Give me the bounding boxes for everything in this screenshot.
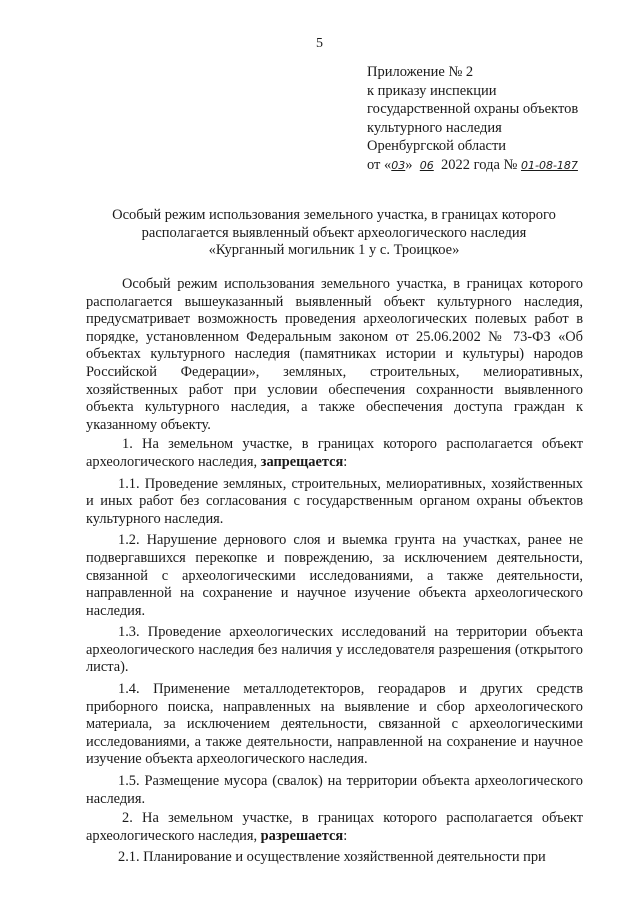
handwritten-doc-number: 01-08-187 (520, 158, 578, 172)
appendix-line: культурного наследия (367, 119, 502, 136)
item-1-4: 1.4. Применение металлодетекторов, георадаров и других средств приборного поиска, направленных на выявление и сбор археологического материала, за исключением деятельности, связанной с археологическими исследованиями, а также деятельности, направленной на сохранение и научное изучение объекта археологического наследия. (86, 681, 583, 768)
section-2-colon: : (343, 827, 348, 844)
document-title (80, 207, 588, 260)
appendix-title: Приложение № 2 (367, 64, 474, 80)
appendix-line: к приказу инспекции (367, 82, 497, 99)
title-line: «Курганный могильник 1 у с. Троицкое» (208, 242, 460, 258)
section-2-keyword: разрешается (260, 827, 344, 844)
date-mid: » (405, 156, 413, 173)
handwritten-month: 06 (419, 158, 434, 172)
title-line: Особый режим использования земельного участка, в границах которого (112, 207, 556, 223)
handwritten-day: 03 (391, 158, 406, 172)
section-1-heading (86, 436, 583, 471)
appendix-line: Оренбургской области (367, 138, 507, 155)
item-1-5: 1.5. Размещение мусора (свалок) на территории объекта археологического наследия. (86, 773, 583, 807)
appendix-header (367, 63, 627, 176)
date-prefix: от « (367, 156, 392, 173)
section-1-colon: : (343, 453, 348, 470)
appendix-date-line (367, 156, 627, 176)
item-1-2: 1.2. Нарушение дернового слоя и выемка грунта на участках, ранее не подвергавшихся перекопке и повреждению, за исключением деятельности, связанной с археологическими исследованиями, а также деятельности, направленной на сохранение и научное изучение объекта археологического наследия. (86, 532, 583, 619)
appendix-line: государственной охраны объектов (367, 101, 579, 118)
item-1-3: 1.3. Проведение археологических исследований на территории объекта археологического наследия без наличия у исследователя разрешения (открытого листа). (86, 624, 583, 676)
page-number: 5 (316, 36, 323, 51)
intro-paragraph: Особый режим использования земельного участка, в границах которого располагается вышеуказанный выявленный объект культурного наследия, предусматривает возможность проведения археологических полевых работ в порядке, установленном Федеральным законом от 25.06.2002 № 73-ФЗ «Об объектах культурного наследия (памятниках истории и культуры) народов Российской Федерации», земляных, строительных, мелиоративных, хозяйственных работ при условии обеспечения сохранности выявленного объекта культурного наследия, а также обеспечения доступа граждан к указанному объекту. (86, 276, 583, 433)
document-body (86, 276, 583, 867)
section-1-keyword: запрещается (260, 453, 344, 470)
section-2-text: 2. На земельном участке, в границах которого располагается объект археологического наследия, (86, 810, 583, 844)
item-2-1: 2.1. Планирование и осуществление хозяйственной деятельности при (118, 849, 546, 866)
item-1-1: 1.1. Проведение земляных, строительных, мелиоративных, хозяйственных и иных работ без согласования с государственным органом охраны объектов культурного наследия. (86, 475, 583, 527)
date-year: 2022 года № (441, 156, 518, 173)
section-2-heading (86, 810, 583, 845)
section-1-text: 1. На земельном участке, в границах которого располагается объект археологического наследия, (86, 436, 583, 470)
title-line: располагается выявленный объект археологического наследия (141, 224, 527, 241)
